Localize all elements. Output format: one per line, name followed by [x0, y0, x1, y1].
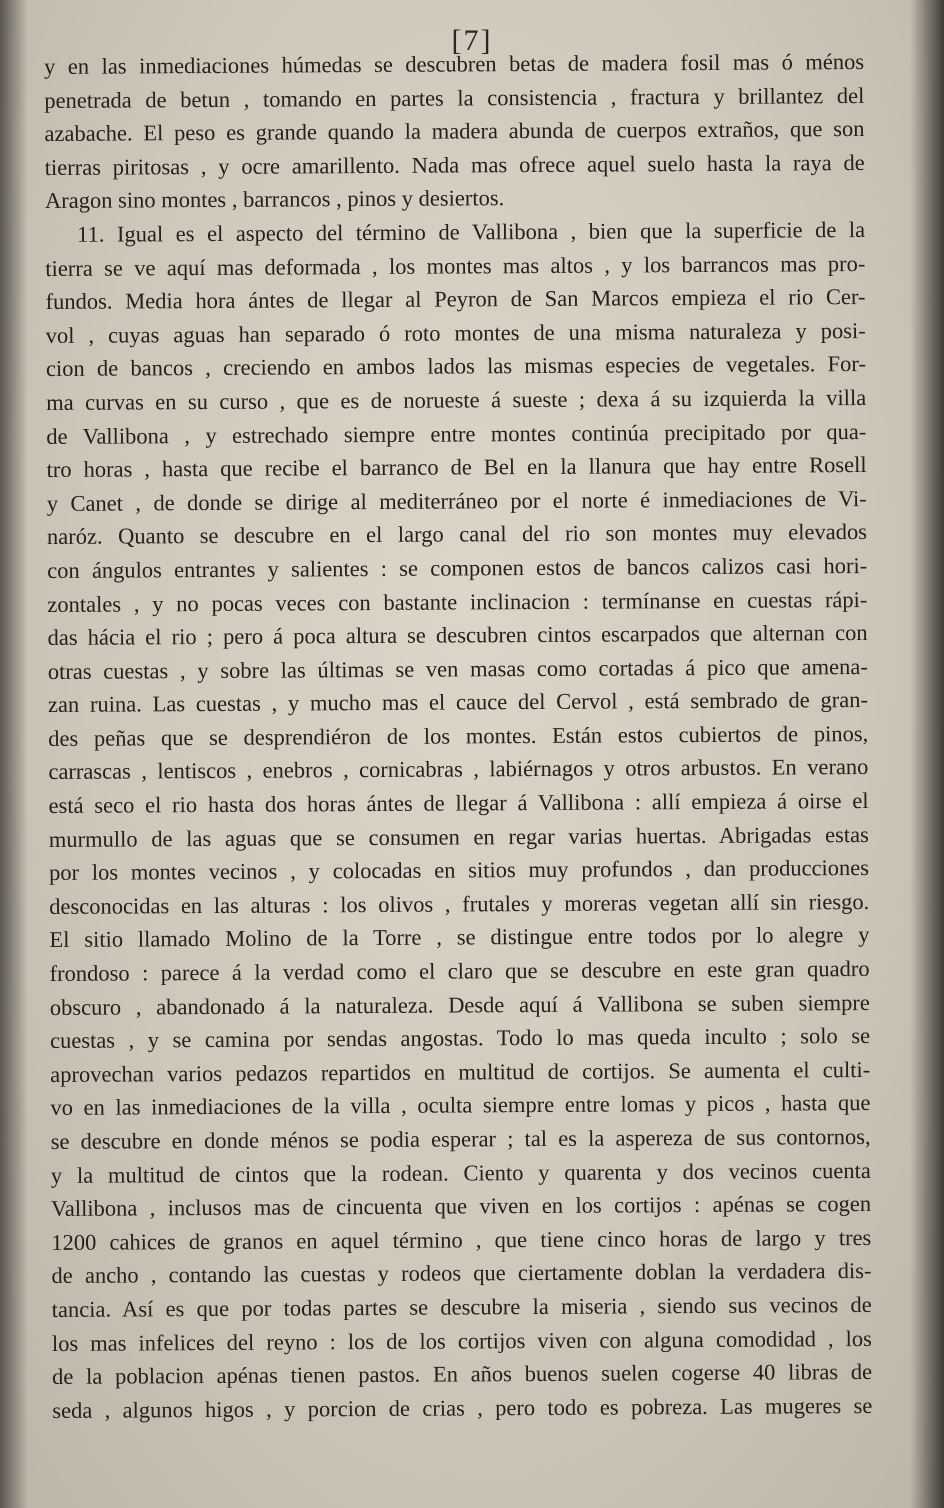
text-line: 1200 cahices de granos en aquel término , que tiene cinco horas de largo y tres: [51, 1224, 872, 1255]
text-line: obscuro , abandonado á la naturaleza. Desde aquí á Vallibona se suben siempre: [49, 989, 870, 1020]
text-line: cion de bancos , creciendo en ambos lados las mismas especies de vegetales. For-: [45, 351, 867, 382]
text-line: otras cuestas , y sobre las últimas se ven masas como cortadas á pico que amena-: [47, 653, 868, 684]
body-text: [44, 45, 872, 1427]
text-line: zontales , y no pocas veces con bastante inclinacion : termínanse en cuestas rápi-: [47, 586, 868, 617]
text-line: de la poblacion apénas tienen pastos. En años buenos suelen cogerse 40 libras de: [52, 1359, 873, 1390]
text-line: y en las inmediaciones húmedas se descubren betas de madera fosil mas ó ménos: [44, 48, 865, 79]
text-line: tierra se ve aquí mas deformada , los montes mas altos , y los barrancos mas pro-: [45, 250, 866, 281]
text-line: cuestas , y se camina por sendas angostas. Todo lo mas queda inculto ; solo se: [49, 1023, 871, 1054]
text-line: Aragon sino montes , barrancos , pinos y desiertos.: [44, 185, 505, 214]
text-line: tierras piritosas , y ocre amarillento. Nada mas ofrece aquel suelo hasta la raya de: [44, 149, 865, 180]
text-line: vol , cuyas aguas han separado ó roto montes de una misma naturaleza y posi-: [45, 317, 866, 348]
text-line: está seco el rio hasta dos horas ántes de llegar á Vallibona : allí empieza á oirse el: [48, 788, 869, 819]
text-line: tro horas , hasta que recibe el barranco de Bel en la llanura que hay entre Rosell: [46, 452, 867, 483]
text-line: se descubre en donde ménos se podia esperar ; tal es la aspereza de sus contornos,: [50, 1123, 871, 1154]
text-line: aprovechan varios pedazos repartidos en multitud de cortijos. Se aumenta el culti-: [50, 1056, 871, 1087]
text-line: penetrada de betun , tomando en partes la consistencia , fractura y brillantez del: [44, 82, 865, 113]
text-line: naróz. Quanto se descubre en el largo canal del rio son montes muy elevados: [46, 519, 868, 550]
text-line: y la multitud de cintos que la rodean. Ciento y quarenta y dos vecinos cuenta: [50, 1157, 871, 1188]
text-line: des peñas que se desprendiéron de los montes. Están estos cubiertos de pinos,: [48, 720, 869, 751]
text-line: frondoso : parece á la verdad como el claro que se descubre en este gran quadro: [49, 956, 870, 987]
page-number: [7]: [451, 24, 493, 57]
text-line: ma curvas en su curso , que es de norueste á sueste ; dexa á su izquierda la villa: [46, 384, 867, 415]
text-line: vo en las inmediaciones de la villa , oculta siempre entre lomas y picos , hasta que: [50, 1090, 871, 1121]
text-line: seda , algunos higos , y porcion de crias , pero todo es pobreza. Las mugeres se: [52, 1392, 873, 1423]
page-shadow-left: [0, 0, 28, 1508]
text-line: los mas infelices del reyno : los de los cortijos viven con alguna comodidad , los: [51, 1325, 872, 1356]
text-line: tancia. Así es que por todas partes se descubre la miseria , siendo sus vecinos de: [51, 1291, 872, 1322]
text-line: Vallibona , inclusos mas de cincuenta que viven en los cortijos : apénas se cogen: [51, 1191, 872, 1222]
text-line: de ancho , contando las cuestas y rodeos que ciertamente doblan la verdadera dis-: [51, 1258, 872, 1289]
text-line: das hácia el rio ; pero á poca altura se descubren cintos escarpados que alternan con: [47, 620, 868, 651]
paragraph-11-first-line: 11. Igual es el aspecto del término de Vallibona , bien que la superficie de la: [77, 216, 866, 247]
text-line: por los montes vecinos , y colocadas en sitios muy profundos , dan producciones: [48, 855, 870, 886]
text-line: fundos. Media hora ántes de llegar al Peyron de San Marcos empieza el rio Cer-: [45, 284, 866, 315]
page-shadow-right: [910, 0, 944, 1508]
text-line: zan ruina. Las cuestas , y mucho mas el cauce del Cervol , está sembrado de gran-: [47, 687, 869, 718]
text-line: de Vallibona , y estrechado siempre entre montes continúa precipitado por qua-: [46, 418, 867, 449]
text-line: desconocidas en las alturas : los olivos , frutales y moreras vegetan allí sin riesgo.: [49, 888, 870, 919]
text-line: con ángulos entrantes y salientes : se componen estos de bancos calizos casi hori-: [47, 552, 868, 583]
text-line: murmullo de las aguas que se consumen en regar varias huertas. Abrigadas estas: [48, 821, 869, 852]
text-line: El sitio llamado Molino de la Torre , se distingue entre todos por lo alegre y: [49, 922, 870, 953]
text-line: y Canet , de donde se dirige al mediterráneo por el norte é inmediaciones de Vi-: [46, 485, 867, 516]
text-line: carrascas , lentiscos , enebros , cornicabras , labiérnagos y otros arbustos. En verano: [48, 754, 869, 785]
text-line: azabache. El peso es grande quando la madera abunda de cuerpos extraños, que son: [44, 116, 865, 147]
